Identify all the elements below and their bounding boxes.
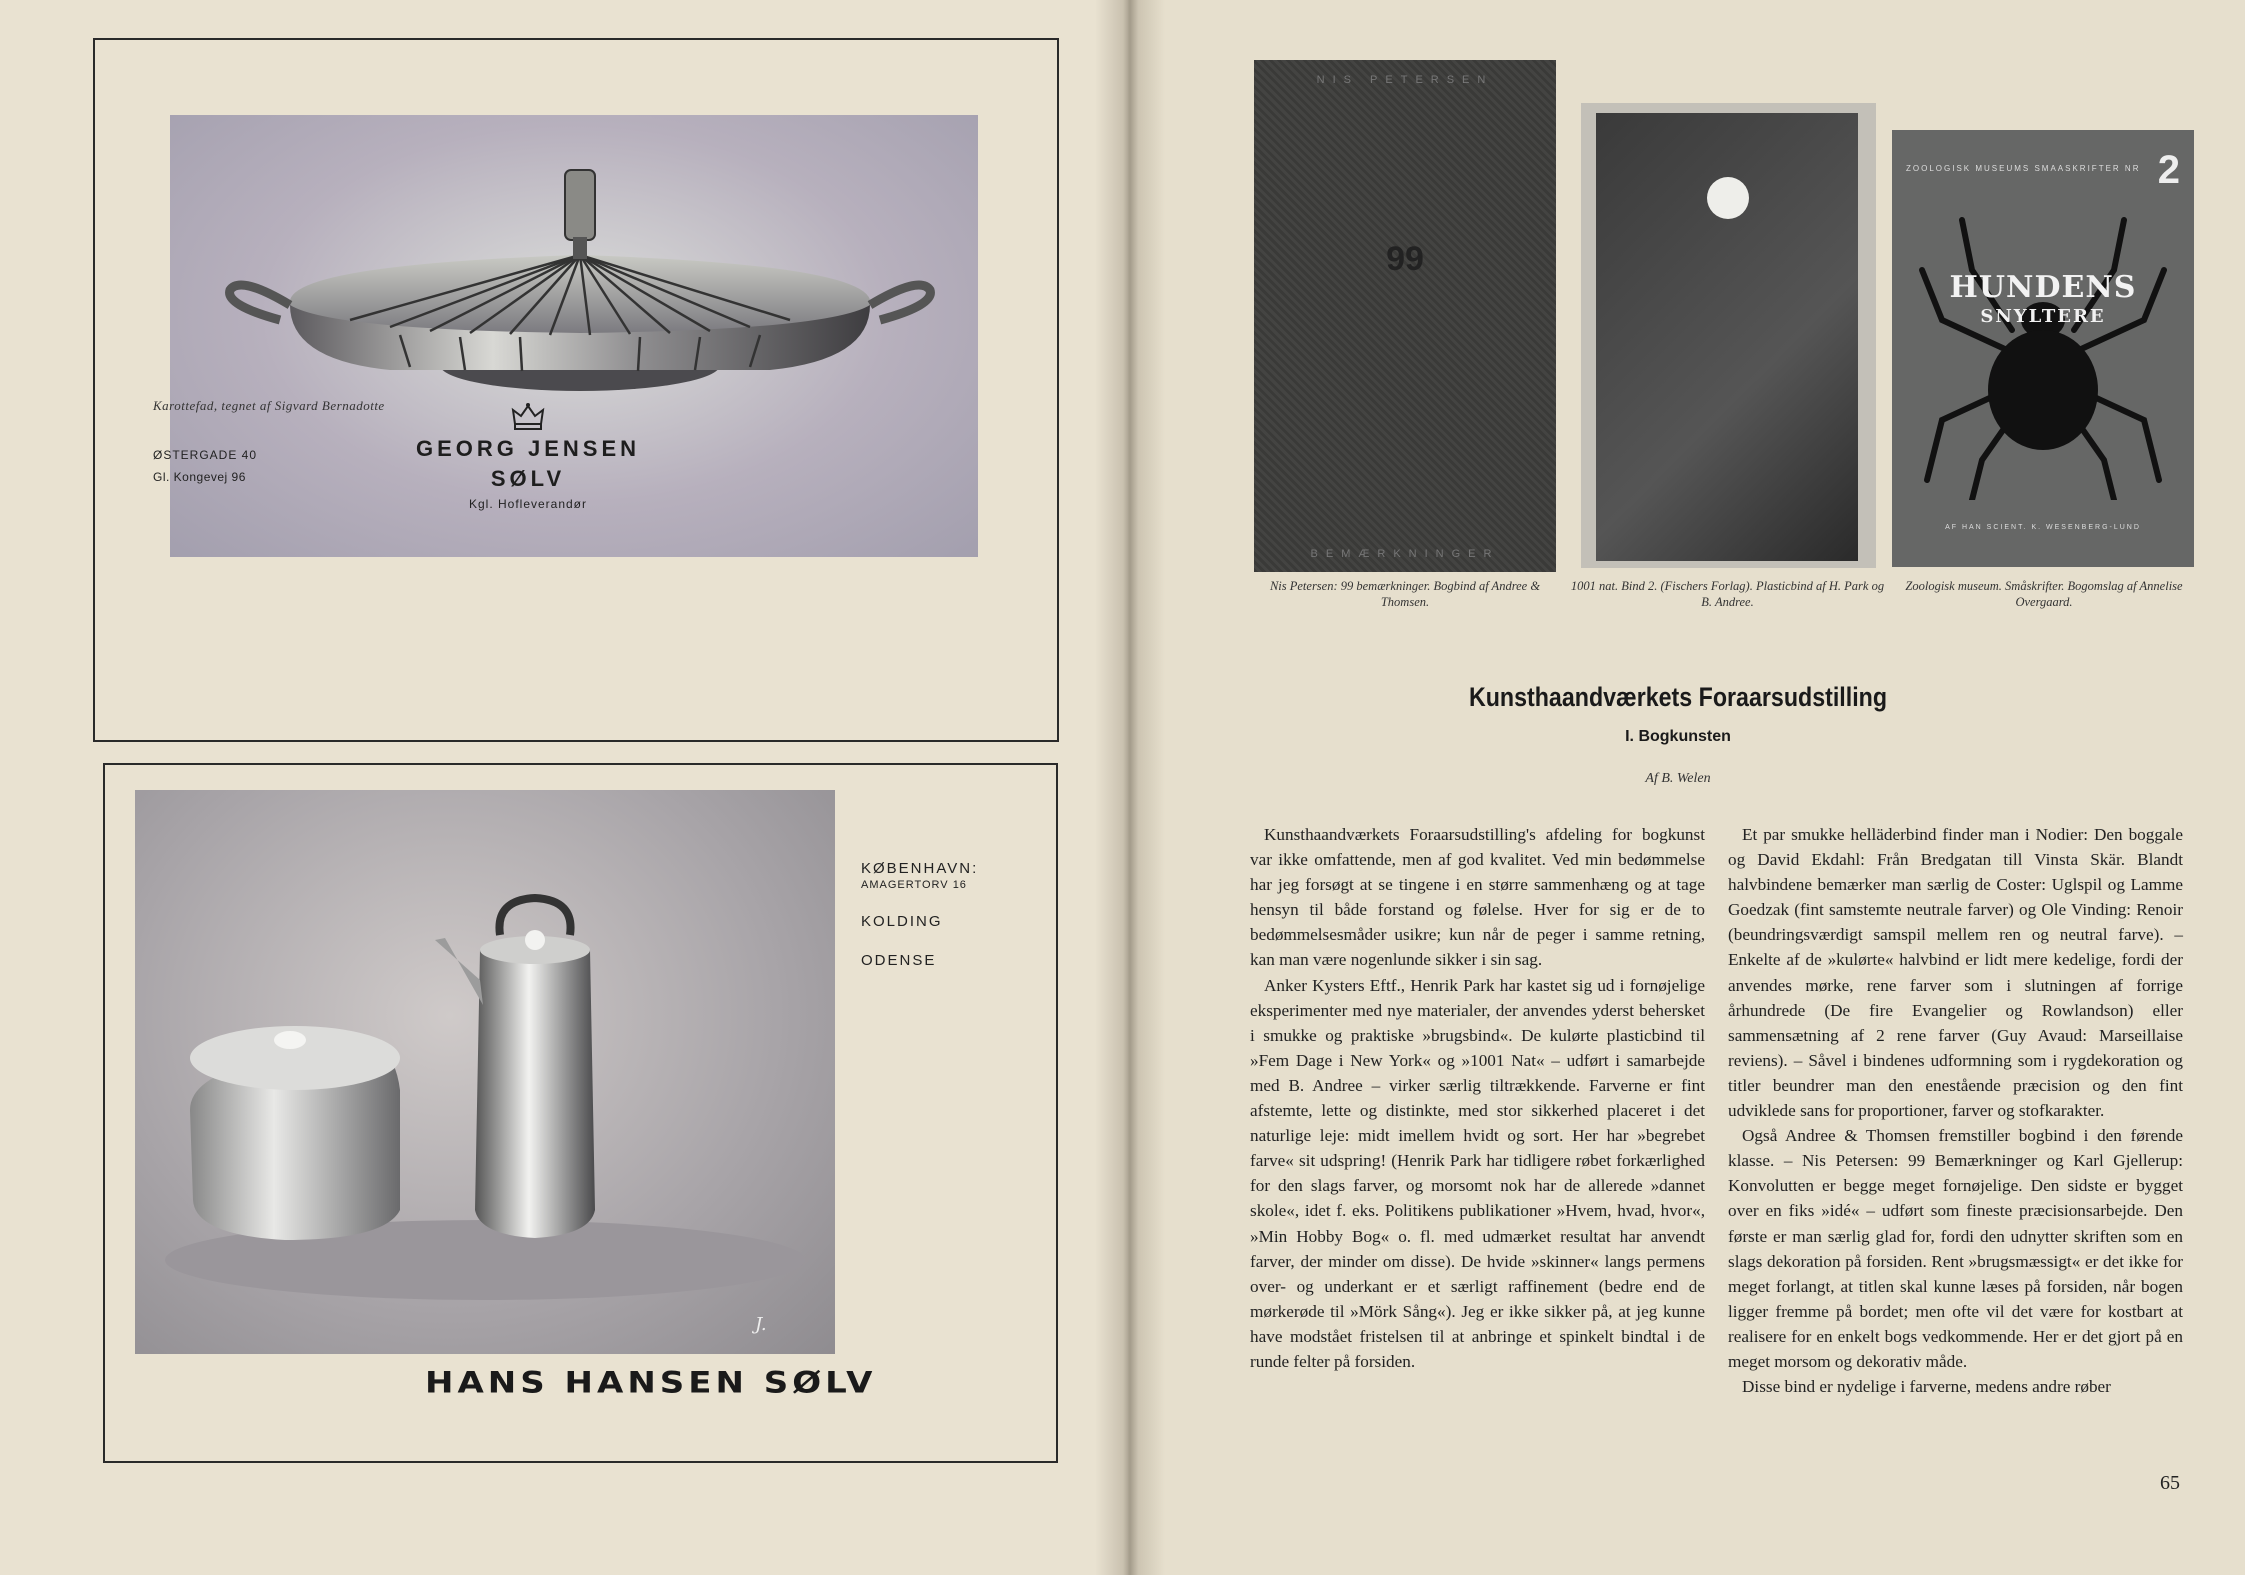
col1-paragraph-1: Kunsthaandværkets Foraarsudstilling's afdeling for bogkunst var ikke omfattende, men af god kvalitet. Ved min bedømmelse har jeg forsøgt at se tingene i en større sammenhæng og at tage hensyn til både forstand og følelse. Hver for sig er de to bedømmelsesmåder usikre; kun når de peger i samme retning, kan man være nogenlunde sikker i sin sag. (1250, 825, 1705, 970)
book-cover-hundens-snyltere (1892, 130, 2194, 567)
book1-caption: Nis Petersen: 99 bemærkninger. Bogbind af Andree & Thomsen. (1269, 579, 1541, 609)
city-kobenhavn-address: AMAGERTORV 16 (861, 879, 967, 891)
book1-cover-bottom: BEMÆRKNINGER (1310, 548, 1500, 560)
signature-mark: J. (755, 1314, 767, 1335)
purveyor-label: Kgl. Hofleverandør (468, 497, 588, 511)
article-title: Kunsthaandværkets Foraarsudstilling (1468, 682, 1888, 712)
address-ostergade: ØSTERGADE 40 (153, 448, 258, 462)
col2-paragraph-3: Disse bind er nydelige i farverne, medens andre røber (1742, 1377, 2111, 1397)
photo-caption: Karottefad, tegnet af Sigvard Bernadotte (153, 398, 385, 413)
leather-texture (1254, 60, 1556, 572)
col2-paragraph-2: Også Andree & Thomsen fremstiller bogbind i den førende klasse. – Nis Petersen: 99 Bemærkninger og Karl Gjellerup: Konvolutten er begge meget fornøjelige. Den sidste er bygget over en fiks »idé« – udført som fineste præcisionsarbejde. Den første er man særlig glad for, fordi den udnytter skriften som en slags dekoration på forsiden. Rent »brugsmæssigt« er det ikke for meget forlangt, at titlen skal kunne læses på forsiden, når bogen ligger fremme på bordet; men ofte vil det være for kostbart at realisere for en enkelt bogs vedkommende. Her er det gjort på en meget morsom og dekorativ måde. (1728, 1126, 2183, 1371)
article-column-2 (1728, 822, 2183, 1399)
book3-cover-bottom: AF HAN SCIENT. K. WESENBERG-LUND (1945, 524, 2141, 531)
book3-cover-subtitle: SNYLTERE (1980, 306, 2106, 327)
book2-caption: 1001 nat. Bind 2. (Fischers Forlag). Plasticbind af H. Park og B. Andree. (1570, 579, 1885, 609)
brand-line-1: GEORG JENSEN (415, 436, 641, 461)
book3-cover-top: ZOOLOGISK MUSEUMS SMAASKRIFTER NR (1906, 164, 2141, 173)
city-odense: ODENSE (861, 952, 937, 969)
book2-round-field (1707, 177, 1749, 219)
city-kobenhavn: KØBENHAVN: (861, 860, 979, 877)
hans-hansen-brand: HANS HANSEN SØLV (425, 1366, 877, 1400)
book3-caption: Zoologisk museum. Småskrifter. Bogomslag af Annelise Overgaard. (1905, 579, 2183, 609)
book-gutter (1095, 0, 1165, 1575)
brand-line-2: SØLV (490, 466, 566, 491)
address-kongevej: Gl. Kongevej 96 (153, 470, 246, 484)
book-cover-99 (1254, 60, 1556, 572)
article-subtitle: I. Bogkunsten (1625, 728, 1731, 745)
book1-cover-top: NIS PETERSEN (1316, 74, 1494, 86)
book1-cover-number: 99 (1386, 240, 1424, 278)
book3-cover-title: HUNDENS (1949, 270, 2137, 305)
page-number: 65 (2160, 1472, 2180, 1494)
tick-illustration (1912, 210, 2174, 500)
book-cover-1001-nat (1581, 103, 1876, 568)
col2-paragraph-1: Et par smukke helläderbind finder man i Nodier: Den boggale og David Ekdahl: Från Bredgatan till Vinsta Skär. Blandt halvbindene bemærker man særlig de Coster: Uglspil og Lamme Goedzak (fint samstemte neutrale farver) og Ole Vinding: Renoir (beundringsværdigt samspil mellem ren og neutral farve). – Enkelte af de »kulørte« halvbind er lidt mere kedelige, fordi der anvendes mørke, rene farver som i slutningen af forrige århundrede (De fire Evangelier og Rowlandson) eller sammensætning af 2 rene farver (Guy Avaud: Marseillaise reviens). – Såvel i bindenes udformning som i rygdekoration og titler beundrer man den enestående præcision og den fint udviklede sans for proportioner, farver og stofkarakter. (1728, 825, 2183, 1121)
col1-paragraph-2: Anker Kysters Eftf., Henrik Park har kastet sig ud i fornøjelige eksperimenter med nye materialer, der anvendes yderst behersket i smukke og praktiske »brugsbind«. De kulørte plasticbind til »Fem Dage i New York« og »1001 Nat« – udført i samarbejde med B. Andree – virker særlig tiltrækkende. Farverne er fint afstemte, lette og distinkte, med stor sikkerhed placeret i det naturlige leje: midt imellem hvidt og sort. Her har »begrebet farve« sit udspring! (Henrik Park har tidligere røbet forkærlighed for den slags farver, og morsomt nok har de allerede »dannet skole«, idet f. eks. Politikens publikationer »Hvem, hvad, hvor«, »Min Hobby Bog« o. fl. med udmærket resultat har anvendt farver, der minder om disse). De hvide »skinner« langs permens over- og underkant er et særligt raffinement (bedre end de mørkerøde til »Mörk Sång«). Jeg er ikke sikker på, at jeg kunne have modstået fristelsen til at anbringe et spinkelt bindtal i de runde felter på forsiden. (1250, 975, 1705, 1371)
article-column-1 (1250, 822, 1705, 1374)
book3-cover-number: 2 (2157, 148, 2180, 192)
article-byline: Af B. Welen (1645, 771, 1711, 786)
city-kolding: KOLDING (861, 913, 943, 930)
